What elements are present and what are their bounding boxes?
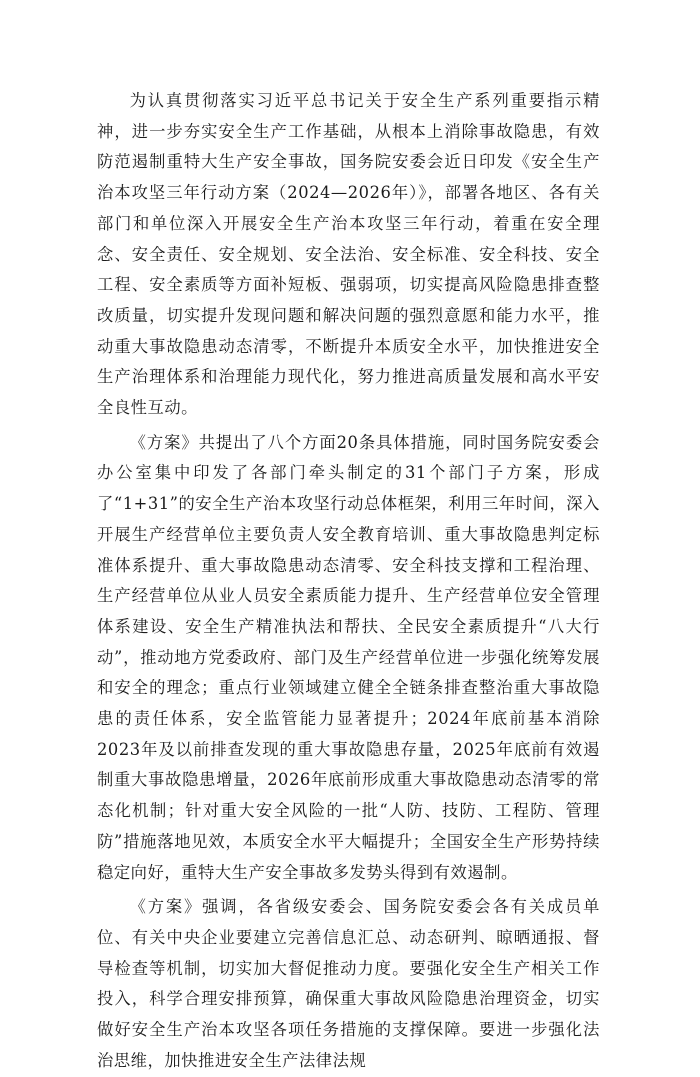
paragraph-measures: 《方案》共提出了八个方面20条具体措施，同时国务院安委会办公室集中印发了各部门牵头制定的31个部门子方案，形成了“1+31”的安全生产治本攻坚行动总体框架，利用三年时间，深入开展生产经营单位主要负责人安全教育培训、重大事故隐患判定标准体系提升、重大事故隐患动态清零、安全科技支撑和工程治理、生产经营单位从业人员安全素质能力提升、生产经营单位安全管理体系建设、安全生产精准执法和帮扶、全民安全素质提升“八大行动”，推动地方党委政府、部门及生产经营单位进一步强化统筹发展和安全的理念；重点行业领域建立健全全链条排查整治重大事故隐患的责任体系，安全监管能力显著提升；2024年底前基本消除2023年及以前排查发现的重大事故隐患存量，2025年底前有效遏制重大事故隐患增量，2026年底前形成重大事故隐患动态清零的常态化机制；针对重大安全风险的一批“人防、技防、工程防、管理防”措施落地见效，本质安全水平大幅提升；全国安全生产形势持续稳定向好，重特大生产安全事故多发势头得到有效遏制。 <box>97 432 600 882</box>
paragraph-intro: 为认真贯彻落实习近平总书记关于安全生产系列重要指示精神，进一步夯实安全生产工作基础，从根本上消除事故隐患，有效防范遏制重特大生产安全事故，国务院安委会近日印发《安全生产治本攻坚三年行动方案（2024—2026年）》，部署各地区、各有关部门和单位深入开展安全生产治本攻坚三年行动，着重在安全理念、安全责任、安全规划、安全法治、安全标准、安全科技、安全工程、安全素质等方面补短板、强弱项，切实提高风险隐患排查整改质量，切实提升发现问题和解决问题的强烈意愿和能力水平，推动重大事故隐患动态清零，不断提升本质安全水平，加快推进安全生产治理体系和治理能力现代化，努力推进高质量发展和高水平安全良性互动。 <box>97 91 600 418</box>
article-body <box>97 86 600 1077</box>
paragraph-requirements: 《方案》强调，各省级安委会、国务院安委会各有关成员单位、有关中央企业要建立完善信息汇总、动态研判、晾晒通报、督导检查等机制，切实加大督促推动力度。要强化安全生产相关工作投入，科学合理安排预算，确保重大事故风险隐患治理资金，切实做好安全生产治本攻坚各项任务措施的支撑保障。要进一步强化法治思维，加快推进安全生产法律法规 <box>97 897 600 1070</box>
